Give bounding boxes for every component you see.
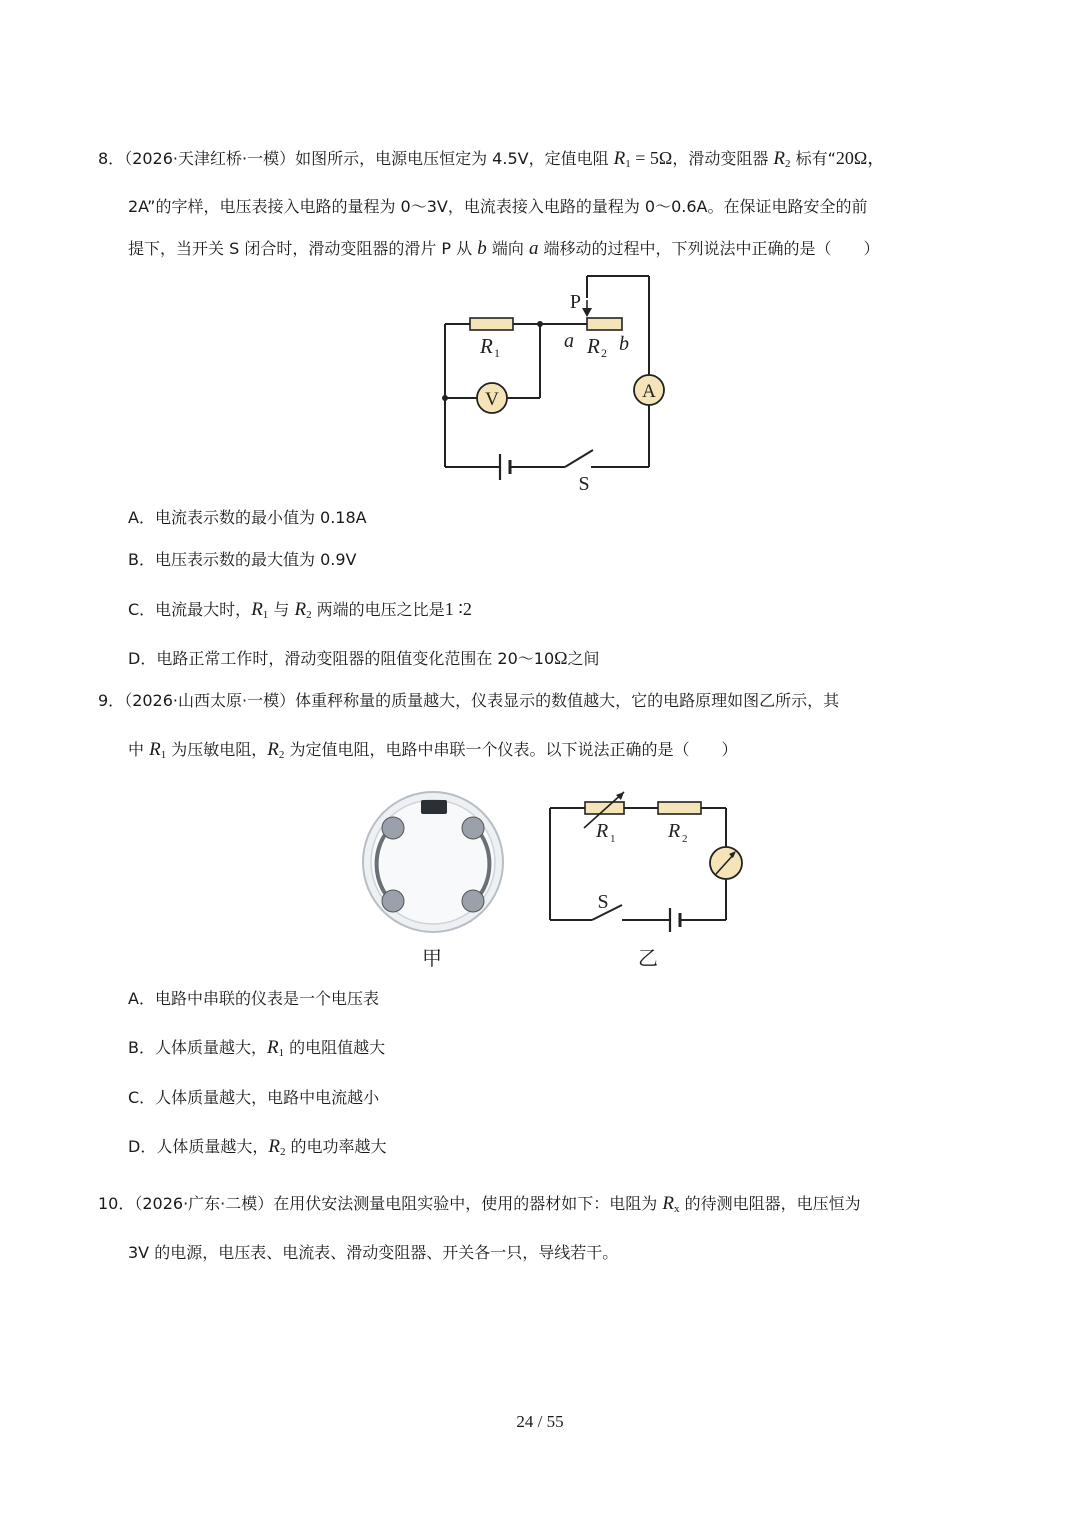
q9-text: 中 — [128, 740, 150, 759]
label-r2: R — [668, 820, 681, 842]
endpoint-b: b — [477, 238, 487, 259]
q10-text: 的待测电阻器，电压恒为 — [679, 1194, 861, 1213]
option-text: 之间 — [567, 649, 600, 668]
option-text: 的电阻值越大 — [284, 1038, 386, 1057]
q9-circuit-diagram — [540, 790, 760, 975]
q9-option-c: C．人体质量越大，电路中电流越小 — [128, 1088, 380, 1107]
option-text: D．电路正常工作时，滑动变阻器的阻值变化范围在 20～10 — [128, 649, 555, 668]
q10-line-1 — [98, 1192, 861, 1221]
q10-line-2: 3V 的电源，电压表、电流表、滑动变阻器、开关各一只，导线若干。 — [128, 1243, 619, 1262]
rheostat-r2 — [587, 318, 622, 330]
q8-line-3 — [128, 237, 880, 261]
label-jia: 甲 — [422, 948, 442, 970]
q9-text: 体重秤称量的质量越大，仪表显示的数值越大，它的电路原理如图乙所示，其 — [295, 691, 840, 710]
q9-line-1 — [98, 689, 839, 713]
label-r1: R — [596, 820, 609, 842]
option-text: 的电功率越大 — [285, 1137, 387, 1156]
option-text: B．人体质量越大， — [128, 1038, 267, 1057]
q8-line-1 — [98, 146, 885, 176]
scale-display — [421, 800, 447, 814]
r1-value: = 5Ω — [630, 148, 673, 168]
resistor-r1 — [470, 318, 513, 330]
q8-text: 20Ω， — [835, 148, 886, 168]
q8-text: 如图所示，电源电压恒定为 4.5V，定值电阻 — [295, 149, 614, 168]
q8-line-2: 2A”的字样，电压表接入电路的量程为 0～3V，电流表接入电路的量程为 0～0.6A。在保证电路安全的前 — [128, 197, 868, 216]
q10-text: 在用伏安法测量电阻实验中，使用的器材如下：电阻为 — [273, 1194, 663, 1213]
q9-scale-figure — [360, 788, 510, 973]
option-text: 两端的电压之比是 — [311, 600, 445, 619]
r2-symbol: $R_2$ — [294, 599, 312, 621]
option-text: C．电流最大时， — [128, 600, 252, 619]
label-s: S — [578, 473, 590, 495]
q9-number: 9． — [98, 691, 125, 710]
r2-symbol: $R_2$ — [267, 739, 285, 761]
q8-option-a: A．电流表示数的最小值为 0.18A — [128, 508, 367, 527]
sensor-icon — [382, 890, 404, 912]
label-p: P — [569, 291, 581, 313]
r1-symbol: $R_1$ — [613, 148, 631, 170]
q8-option-b: B．电压表示数的最大值为 0.9V — [128, 550, 357, 569]
resistor-r2 — [658, 802, 701, 814]
r1-symbol: $R_1$ — [251, 599, 269, 621]
q10-number: 10． — [98, 1194, 135, 1213]
q9-text: 为压敏电阻， — [166, 740, 268, 759]
q9-source: （2026·山西太原·一模） — [124, 691, 296, 710]
q8-text: 端移动的过程中，下列说法中正确的是（ ） — [538, 239, 880, 258]
rx-symbol: $R_x$ — [662, 1193, 680, 1215]
q8-text: 提下，当开关 S 闭合时，滑动变阻器的滑片 P 从 — [128, 239, 478, 258]
label-r1-sub: 1 — [494, 346, 500, 360]
q8-source: （2026·天津红桥·一模） — [124, 149, 296, 168]
label-r2-sub: 2 — [601, 346, 607, 360]
label-r2: R — [587, 334, 600, 358]
q8-text: 标有“ — [790, 149, 836, 168]
q8-option-d — [128, 646, 600, 671]
option-text: 与 — [268, 600, 295, 619]
r1-symbol: $R_1$ — [149, 739, 167, 761]
q9-option-b — [128, 1036, 385, 1065]
label-a-meter: A — [642, 381, 656, 402]
r1-symbol: $R_1$ — [266, 1037, 285, 1059]
q8-number: 8． — [98, 149, 125, 168]
varistor-r1 — [585, 802, 624, 814]
page-number: 24 / 55 — [516, 1412, 564, 1431]
sensor-icon — [462, 817, 484, 839]
label-yi: 乙 — [638, 948, 658, 970]
label-v: V — [485, 389, 499, 410]
label-r2-sub: 2 — [682, 833, 688, 845]
sensor-icon — [462, 890, 484, 912]
r2-symbol: $R_2$ — [268, 1136, 286, 1158]
label-r1-sub: 1 — [610, 833, 616, 845]
label-b-end: b — [619, 333, 629, 355]
ratio-value: 1 ∶2 — [444, 599, 472, 619]
q9-line-2 — [128, 738, 738, 767]
endpoint-a: a — [528, 238, 539, 259]
q8-circuit-diagram — [430, 270, 670, 500]
label-s: S — [597, 891, 609, 913]
q9-option-d — [128, 1135, 387, 1164]
q8-text: ，滑动变阻器 — [672, 149, 774, 168]
q10-source: （2026·广东·二模） — [134, 1194, 274, 1213]
r2-symbol: $R_2$ — [773, 148, 791, 170]
q8-text: 端向 — [486, 239, 529, 258]
sensor-icon — [382, 817, 404, 839]
q9-option-a: A．电路中串联的仪表是一个电压表 — [128, 989, 379, 1008]
slider-arrow-icon — [582, 308, 592, 317]
label-r1: R — [480, 334, 493, 358]
ohm-symbol: Ω — [554, 648, 568, 668]
label-a-end: a — [564, 330, 574, 352]
q9-text: 为定值电阻，电路中串联一个仪表。以下说法正确的是（ ） — [284, 740, 738, 759]
option-text: D．人体质量越大， — [128, 1137, 269, 1156]
q8-option-c — [128, 597, 472, 627]
